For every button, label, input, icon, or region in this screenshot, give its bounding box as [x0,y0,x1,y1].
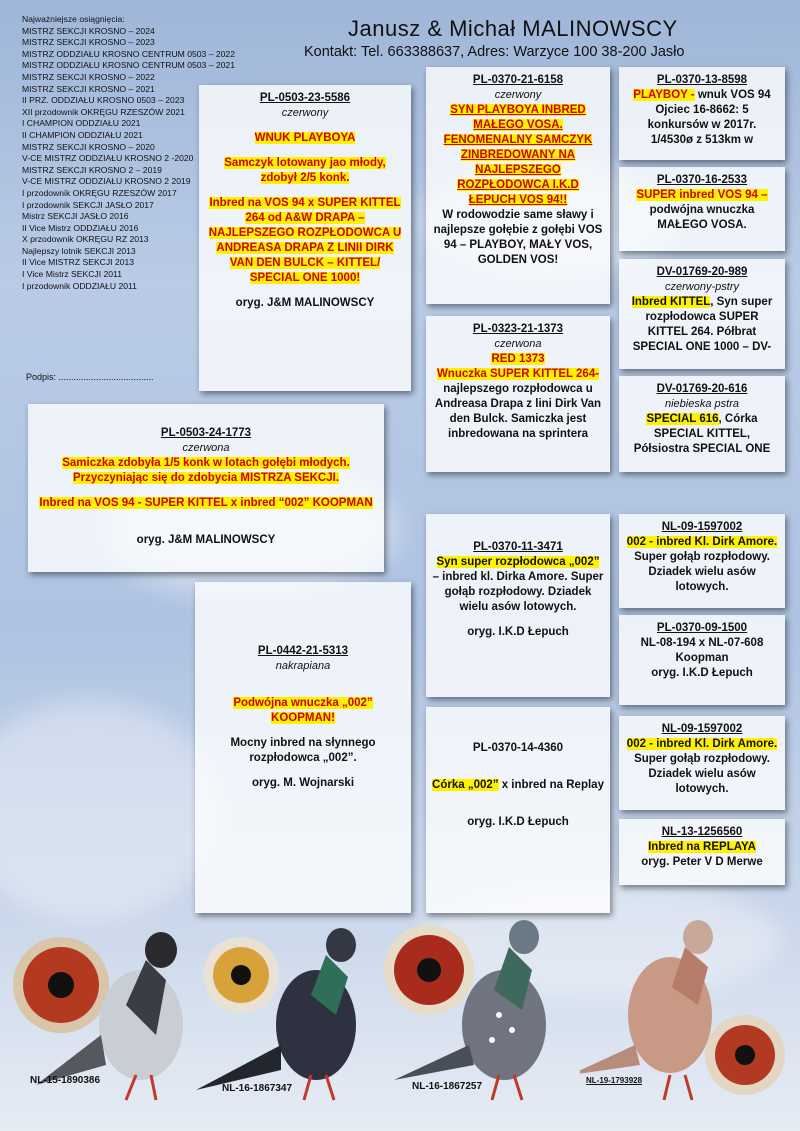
achievement-item: I CHAMPION ODDZIAŁU 2021 [22,118,141,129]
origin-text: oryg. Peter V D Merwe [641,856,763,868]
ring-number: PL-0370-14-4360 [472,742,564,754]
description-text: W rodowodzie same sławy i najlepsze gołębie z gołębi VOS 94 – PLAYBOY, MAŁY VOS, GOLDEN VOS! [433,209,603,266]
ring-number: NL-09-1597002 [661,723,743,735]
achievement-item: I przodownik OKRĘGU RZESZÓW 2017 [22,187,177,198]
achievement-item: MISTRZ SEKCJI KROSNO – 2022 [22,71,155,82]
origin-text: oryg. J&M MALINOWSCY [136,534,276,546]
highlight-text: Inbred na VOS 94 x SUPER KITTEL 264 od A&W DRAPA – NAJLEPSZEGO ROZPŁODOWCA U ANDREASA DRAPA Z LINII DIRK VAN DEN BULCK – KITTEL/ SPECIAL ONE 1000! [208,197,402,284]
pigeon-ring-label: NL-16-1867257 [412,1081,483,1092]
pigeon-color: czerwony [281,107,329,119]
origin-text: oryg. I.K.D Łepuch [467,626,569,638]
highlight-text: Inbred KITTEL [631,296,711,308]
highlight-text: SUPER inbred VOS 94 – [636,189,768,201]
ring-number: PL-0503-24-1773 [160,427,252,439]
achievement-item: I przodownik SEKCJI JASŁO 2017 [22,199,154,210]
achievement-item: MISTRZ SEKCJI KROSNO – 2020 [22,141,155,152]
pedigree-card-sire [426,67,610,304]
achievement-item: II CHAMPION ODDZIAŁU 2021 [22,129,143,140]
ring-number: DV-01769-20-989 [656,266,748,278]
achievement-item: Mistrz SEKCJI JASŁO 2016 [22,211,129,222]
ring-number: PL-0503-23-5586 [259,92,351,104]
pigeon-ring-label: NL-15-1890386 [30,1075,101,1086]
description-text: podwójna wnuczka MAŁEGO VOSA. [649,204,755,231]
pedigree-card-granddam-2 [619,376,785,472]
pigeon-photo [580,915,790,1115]
highlight-text: Córka „002” [432,779,499,791]
description-text: Mocny inbred na słynnego rozpłodowca „002”. [230,737,376,764]
pigeon-color: niebieska pstra [665,398,739,410]
description-text: , Córka SPECIAL KITTEL, Półsiostra SPECIAL ONE [633,413,771,455]
highlight-text: Podwójna wnuczka „002” KOOPMAN! [233,697,373,724]
achievement-item: MISTRZ SEKCJI KROSNO 2 – 2019 [22,164,162,175]
pedigree-card-grandsire-4 [619,716,785,810]
cloud [0,700,220,920]
achievement-item: I Vice Mistrz SEKCJI 2011 [22,269,122,280]
achievement-item: X przodownik OKRĘGU RZ 2013 [22,234,149,245]
highlight-text: WNUK PLAYBOYA [254,132,356,144]
pedigree-card-dam-2 [426,707,610,913]
page-title: Janusz & Michał MALINOWSCY [348,16,678,41]
achievement-item: MISTRZ ODDZIAŁU KROSNO CENTRUM 0503 – 2021 [22,60,235,71]
achievements-heading: Najważniejsze osiągnięcia: [22,14,125,24]
pedigree-card-sire-2 [426,514,610,697]
pigeon-ring-label: NL-16-1867347 [222,1083,293,1094]
signature-line: Podpis: ...................................... [26,372,154,382]
pigeon-color: czerwony-pstry [665,281,739,293]
pedigree-card-dam [426,316,610,472]
highlight-text: 002 - inbred Kl. Dirk Amore. [626,738,778,750]
achievement-item: MISTRZ SEKCJI KROSNO – 2024 [22,25,155,36]
description-text: x inbred na Replay [498,779,604,791]
ring-number: NL-13-1256560 [661,826,743,838]
highlight-text: Syn super rozpłodowca „002” [436,556,600,568]
contact-info: Kontakt: Tel. 663388637, Adres: Warzyce 100 38-200 Jasło [304,44,685,60]
ring-number: PL-0442-21-5313 [257,645,349,657]
achievement-item: MISTRZ SEKCJI KROSNO – 2023 [22,37,155,48]
ring-number: PL-0370-11-3471 [473,541,563,553]
achievement-item: MISTRZ ODDZIAŁU KROSNO CENTRUM 0503 – 2022 [22,48,235,59]
pedigree-card-main-dam [195,582,411,913]
origin-text: oryg. J&M MALINOWSCY [235,297,375,309]
description-text: najlepszego rozpłodowca u Andreasa Drapa z lini Dirk Van den Bulck. Samiczka jest inbredowana na sprintera [434,383,602,440]
highlight-text: 002 - inbred Kl. Dirk Amore. [626,536,778,548]
ring-number: NL-09-1597002 [661,521,743,533]
description-text: , Syn super rozpłodowca SUPER KITTEL 264. Półbrat SPECIAL ONE 1000 – DV- [632,296,773,353]
pedigree-card-granddam [619,167,785,251]
description-text: – inbred kl. Dirka Amore. Super gołąb rozpłodowy. Dziadek wielu asów lotowych. [432,571,604,613]
pedigree-card-grandsire [619,67,785,160]
highlight-text: SYN PLAYBOYA INBRED MAŁEGO VOSA. FENOMENALNY SAMCZYK ZINBREDOWANY NA NAJLEPSZEGO ROZPŁODOWCA I.K.D ŁEPUCH VOS 94!! [443,104,593,206]
ring-number: PL-0370-21-6158 [472,74,564,86]
highlight-text: Inbred na REPLAYA [648,841,756,853]
achievement-item: I przodownik ODDZIAŁU 2011 [22,280,137,291]
description-text: Super gołąb rozpłodowy. Dziadek wielu asów lotowych. [634,753,770,795]
pigeon-color: czerwona [494,338,542,350]
description-text: NL-08-194 x NL-07-608 Koopman [640,637,764,664]
ring-number: PL-0370-16-2533 [656,174,748,186]
pedigree-card-grandsire-2 [619,259,785,369]
achievement-item: II PRZ. ODDZIAŁU KROSNO 0503 – 2023 [22,95,185,106]
origin-text: oryg. M. Wojnarski [251,777,355,789]
origin-text: oryg. I.K.D Łepuch [651,667,753,679]
pigeon-color: czerwona [182,442,230,454]
ring-number: DV-01769-20-616 [656,383,748,395]
pedigree-card-grandsire-3 [619,514,785,608]
pedigree-card-main-sire [199,85,411,391]
achievement-item: II Vice Mistrz ODDZIAŁU 2016 [22,222,139,233]
achievement-item: II Vice MISTRZ SEKCJI 2013 [22,257,135,268]
origin-text: oryg. I.K.D Łepuch [467,816,569,828]
highlight-text: Inbred na VOS 94 - SUPER KITTEL x inbred “002” KOOPMAN [39,497,373,509]
achievement-item: MISTRZ SEKCJI KROSNO – 2021 [22,83,155,94]
pigeon-color: czerwony [494,89,542,101]
description-text: Super gołąb rozpłodowy. Dziadek wielu asów lotowych. [634,551,770,593]
pigeon-ring-label: NL-19-1793928 [586,1076,643,1085]
achievement-item: XII przodownik OKRĘGU RZESZÓW 2021 [22,106,185,117]
highlight-text: PLAYBOY - [633,89,695,101]
pigeon-color: nakrapiana [275,660,331,672]
ring-number: PL-0370-13-8598 [656,74,748,86]
pedigree-card-granddam-3 [619,615,785,705]
highlight-text: Wnuczka SUPER KITTEL 264- [436,368,600,380]
pedigree-card-granddam-4 [619,819,785,885]
ring-number: PL-0323-21-1373 [472,323,564,335]
description-text: wnuk VOS 94 Ojciec 16-8662: 5 konkursów w 2017r. 1/4530ø z 513km w [647,89,771,146]
highlight-text: Samczyk lotowany jao młody, zdobył 2/5 konk. [224,157,386,184]
highlight-text: RED 1373 [491,353,545,365]
ring-number: PL-0370-09-1500 [656,622,748,634]
highlight-text: SPECIAL 616 [646,413,719,425]
achievement-item: V-CE MISTRZ ODDZIAŁU KROSNO 2 2019 [22,176,191,187]
achievement-item: Najlepszy lotnik SEKCJI 2013 [22,245,136,256]
achievement-item: V-CE MISTRZ ODDZIAŁU KROSNO 2 -2020 [22,153,194,164]
pedigree-card-main-pigeon [28,404,384,572]
highlight-text: Samiczka zdobyła 1/5 konk w lotach gołębi młodych. Przyczyniając się do zdobycia MISTRZA SEKCJI. [62,457,350,484]
